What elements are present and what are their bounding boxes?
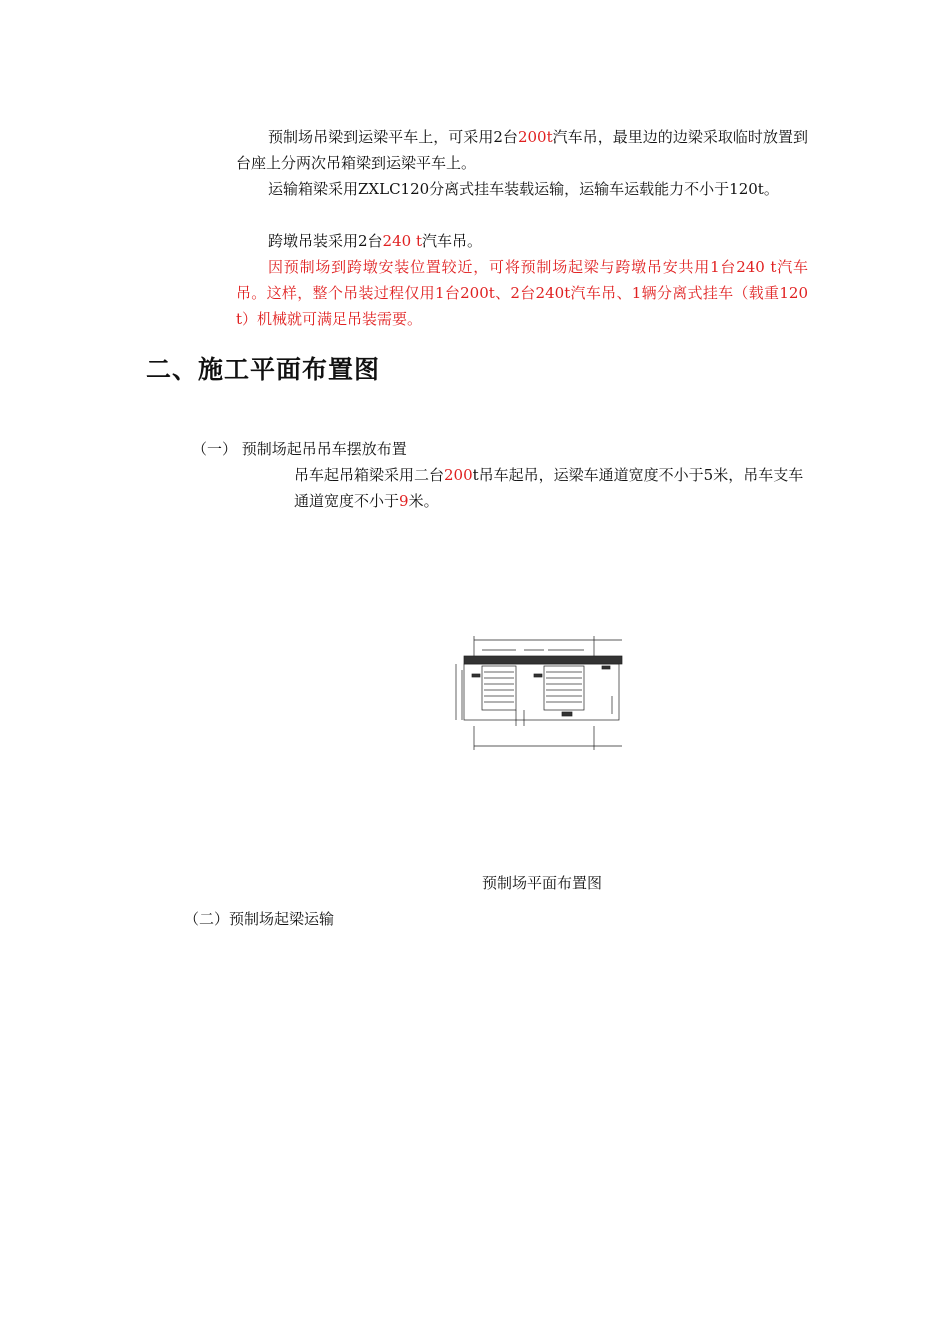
subsection-1-label: （一） 预制场起吊吊车摆放布置 bbox=[192, 440, 407, 458]
figure-caption: 预制场平面布置图 bbox=[482, 874, 603, 892]
paragraph-pier-lifting: 跨墩吊装采用2台240 t汽车吊。 bbox=[268, 232, 482, 250]
section-title: 二、施工平面布置图 bbox=[146, 355, 381, 384]
paragraph-crane-placement: 吊车起吊箱梁采用二台200t吊车起吊，运梁车通道宽度不小于5米，吊车支车通道宽度不小于9米。 bbox=[294, 466, 804, 510]
paragraph-transport: 运输箱梁采用ZXLC120分离式挂车装载运输，运输车运载能力不小于120t。 bbox=[268, 180, 779, 198]
site-plan-drawing bbox=[444, 630, 634, 755]
paragraph-shared-crane: 因预制场到跨墩安装位置较近，可将预制场起梁与跨墩吊安共用1台240 t汽车吊。这样，整个吊装过程仅用1台200t、2台240t汽车吊、1辆分离式挂车（载重120 t）机械就可满足吊装需要。 bbox=[236, 258, 808, 328]
subsection-2-label: （二）预制场起梁运输 bbox=[184, 910, 335, 928]
paragraph-crane-lifting: 预制场吊梁到运梁平车上，可采用2台200t汽车吊，最里边的边梁采取临时放置到台座上分两次吊箱梁到运梁平车上。 bbox=[236, 128, 808, 172]
